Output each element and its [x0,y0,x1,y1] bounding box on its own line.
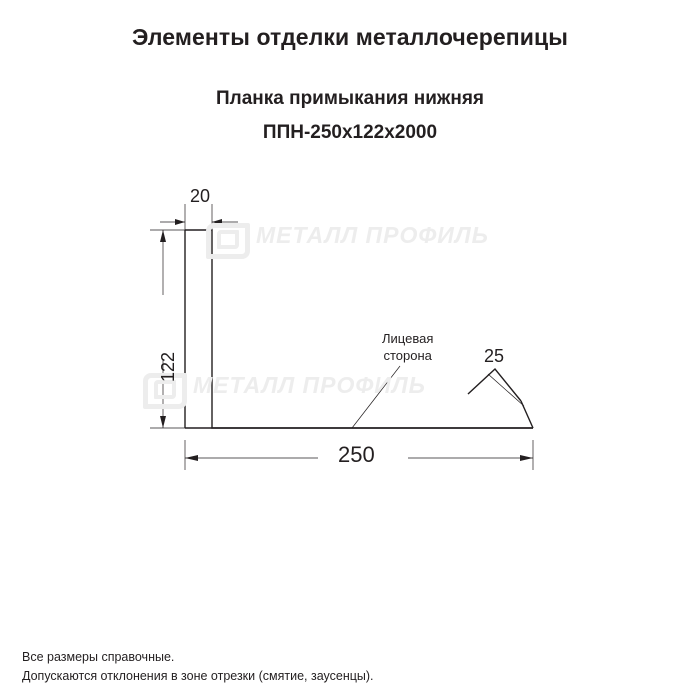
footer-line-2: Допускаются отклонения в зоне отрезки (смятие, заусенцы). [22,669,374,683]
page-title: Элементы отделки металлочерепицы [131,24,568,50]
watermark-logo-shape-top [206,223,250,259]
dimension-label-25: 25 [484,346,505,366]
product-code: ППН-250х122х2000 [262,122,438,143]
technical-drawing [0,170,700,530]
watermark-text-bottom: МЕТАЛЛ ПРОФИЛЬ [193,372,426,398]
footer-line-1: Все размеры справочные. [22,650,175,664]
watermark-text-top: МЕТАЛЛ ПРОФИЛЬ [256,222,489,248]
footer-notes [22,648,374,686]
title-block [0,22,700,146]
face-side-line-2: сторона [383,348,432,363]
dimension-label-250: 250 [338,442,375,467]
dimension-label-20: 20 [190,186,211,206]
product-name: Планка примыкания нижняя [215,88,485,109]
face-side-annotation [382,330,433,364]
dimension-label-122-text: 122 [158,351,178,382]
face-side-line-1: Лицевая [382,331,434,346]
